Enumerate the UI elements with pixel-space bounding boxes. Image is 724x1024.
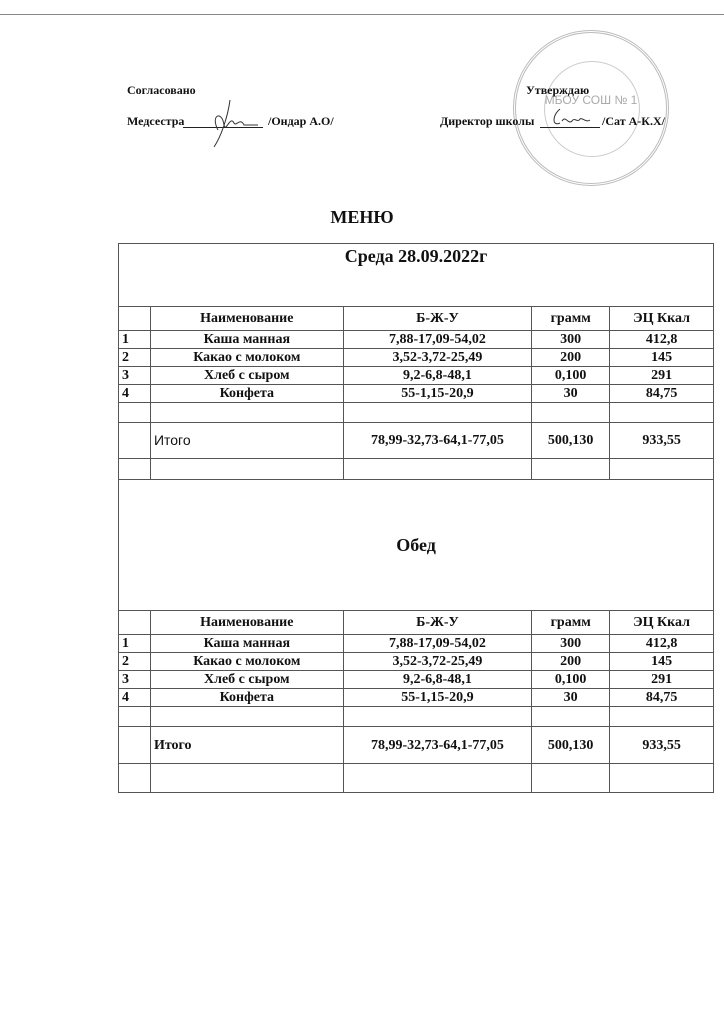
dish-name: Каша манная (150, 635, 343, 653)
dish-grams: 200 (532, 349, 610, 367)
row-number: 2 (119, 349, 151, 367)
column-header: грамм (532, 307, 610, 331)
dish-grams: 200 (532, 653, 610, 671)
empty-cell (610, 764, 714, 793)
dish-bju: 3,52-3,72-25,49 (343, 349, 532, 367)
page-title: МЕНЮ (330, 207, 394, 227)
director-name: /Сат А-К.Х/ (602, 114, 665, 128)
dish-bju: 3,52-3,72-25,49 (343, 653, 532, 671)
dish-name: Какао с молоком (150, 349, 343, 367)
empty-cell (610, 707, 714, 727)
total-row (119, 727, 714, 764)
column-header: Б-Ж-У (343, 307, 532, 331)
dish-kcal: 291 (610, 367, 714, 385)
dish-bju: 55-1,15-20,9 (343, 385, 532, 403)
section-heading-row (119, 480, 714, 611)
empty-cell (610, 459, 714, 480)
dish-name: Хлеб с сыром (150, 367, 343, 385)
empty-row (119, 459, 714, 480)
total-bju: 78,99-32,73-64,1-77,05 (343, 727, 532, 764)
empty-cell (119, 423, 151, 459)
column-header: Наименование (150, 307, 343, 331)
dish-name: Хлеб с сыром (150, 671, 343, 689)
section-heading: Среда 28.09.2022г (119, 244, 714, 307)
dish-name: Каша манная (150, 331, 343, 349)
agreed-label: Согласовано (127, 83, 196, 97)
scan-top-line (0, 14, 724, 15)
nurse-signature (200, 95, 260, 150)
empty-cell (532, 707, 610, 727)
total-label: Итого (150, 727, 343, 764)
dish-kcal: 145 (610, 653, 714, 671)
empty-cell (343, 764, 532, 793)
dish-kcal: 291 (610, 671, 714, 689)
dish-bju: 9,2-6,8-48,1 (343, 367, 532, 385)
empty-cell (343, 459, 532, 480)
column-header: Наименование (150, 611, 343, 635)
dish-bju: 7,88-17,09-54,02 (343, 635, 532, 653)
table-row (119, 671, 714, 689)
row-number: 3 (119, 367, 151, 385)
dish-name: Какао с молоком (150, 653, 343, 671)
empty-row (119, 403, 714, 423)
menu-table (118, 243, 714, 793)
total-grams: 500,130 (532, 727, 610, 764)
row-number: 1 (119, 635, 151, 653)
empty-cell (150, 459, 343, 480)
dish-kcal: 412,8 (610, 331, 714, 349)
dish-bju: 55-1,15-20,9 (343, 689, 532, 707)
empty-cell (610, 403, 714, 423)
director-label: Директор школы (440, 114, 535, 128)
total-grams: 500,130 (532, 423, 610, 459)
column-header: ЭЦ Ккал (610, 307, 714, 331)
dish-kcal: 145 (610, 349, 714, 367)
empty-cell (119, 727, 151, 764)
dish-grams: 0,100 (532, 367, 610, 385)
dish-name: Конфета (150, 385, 343, 403)
empty-cell (119, 459, 151, 480)
empty-row (119, 764, 714, 793)
total-row (119, 423, 714, 459)
row-number: 2 (119, 653, 151, 671)
table-row (119, 635, 714, 653)
empty-cell (119, 764, 151, 793)
total-label: Итого (150, 423, 343, 459)
dish-kcal: 412,8 (610, 635, 714, 653)
column-header-row (119, 307, 714, 331)
column-header-row (119, 611, 714, 635)
dish-grams: 300 (532, 635, 610, 653)
approve-label: Утверждаю (526, 83, 590, 97)
column-header: Б-Ж-У (343, 611, 532, 635)
dish-grams: 30 (532, 385, 610, 403)
row-number: 4 (119, 689, 151, 707)
empty-cell (119, 707, 151, 727)
dish-kcal: 84,75 (610, 385, 714, 403)
column-header: ЭЦ Ккал (610, 611, 714, 635)
dish-grams: 30 (532, 689, 610, 707)
empty-cell (343, 403, 532, 423)
section-heading: Обед (119, 480, 714, 611)
dish-bju: 9,2-6,8-48,1 (343, 671, 532, 689)
empty-cell (532, 764, 610, 793)
dish-name: Конфета (150, 689, 343, 707)
director-signature (548, 105, 598, 130)
table-row (119, 689, 714, 707)
total-kcal: 933,55 (610, 727, 714, 764)
column-header: грамм (532, 611, 610, 635)
row-number: 4 (119, 385, 151, 403)
table-row (119, 653, 714, 671)
section-heading-row (119, 244, 714, 307)
dish-grams: 300 (532, 331, 610, 349)
empty-cell (119, 403, 151, 423)
table-row (119, 331, 714, 349)
empty-cell (532, 403, 610, 423)
dish-bju: 7,88-17,09-54,02 (343, 331, 532, 349)
empty-cell (150, 707, 343, 727)
table-row (119, 367, 714, 385)
row-number: 3 (119, 671, 151, 689)
dish-grams: 0,100 (532, 671, 610, 689)
empty-cell (532, 459, 610, 480)
total-bju: 78,99-32,73-64,1-77,05 (343, 423, 532, 459)
column-number-header (119, 611, 151, 635)
column-number-header (119, 307, 151, 331)
dish-kcal: 84,75 (610, 689, 714, 707)
table-row (119, 349, 714, 367)
stamp-text: МБОУ СОШ № 1 (544, 93, 638, 107)
nurse-label: Медсестра (127, 114, 185, 128)
nurse-name: /Ондар А.О/ (268, 114, 334, 128)
total-kcal: 933,55 (610, 423, 714, 459)
empty-cell (150, 403, 343, 423)
row-number: 1 (119, 331, 151, 349)
empty-row (119, 707, 714, 727)
empty-cell (343, 707, 532, 727)
table-row (119, 385, 714, 403)
empty-cell (150, 764, 343, 793)
